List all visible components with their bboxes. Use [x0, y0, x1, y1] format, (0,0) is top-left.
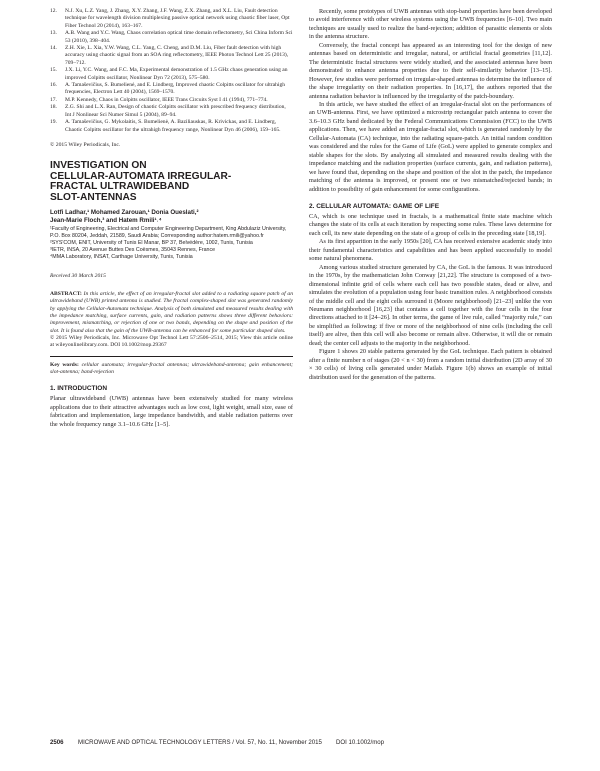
- reference-item: 19. A. Tamaševičius, G. Mykolaitis, S. Bumelienė, A. Baziliauskas, R. Krivickas, and E. Lindberg, Chaotic Colpitts oscillator for the ultrahigh frequency range, Nonlinear Dyn 46 (2006), 159–165.: [50, 119, 281, 133]
- reference-list: [50, 8, 293, 134]
- reference-item: 18. Z.G. Shi and L.X. Ran, Design of chaotic Colpitts oscillator with prescribed frequency distribution, Int J Nonlinear Sci Numer Simul 5 (2004), 89–94.: [50, 104, 286, 118]
- body-paragraph: Among various studied structure generated by CA, the GoL is the famous. It was introduced in the 1970s, by the mathematician John Conway [21,22]. The structure is composed of a two-dimensional infinite grid of cells where each cell has two possible states, dead or alive, and simulates the evolution of a population using four basic transition rules. A neighborhood consists of the middle cell and the eight cells surround it (Moore neighborhood) [21–23] unlike the von Neumann neighborhood [16,23] that contains a cell together with the four cells in the four directions attached to it [24–26]. In other terms, the game of live rule, called “majority rule,” can be simplified as following: if five or more of the neighborhood of nine cells (including the cell itself) are alive, then this cell will also become or remain alive. Otherwise, it will die or remain dead; the center cell adjusts to the majority in the neighborhood.: [309, 263, 552, 347]
- reference-item: 15. J.X. Li, Y.C. Wang, and F.C. Ma, Experimental demonstration of 1.5 GHz chaos generation using an improved Colpitts oscillator, Nonlinear Dyn 72 (2013), 575–580.: [50, 67, 288, 81]
- left-column: [50, 8, 293, 429]
- keywords-text: cellular automata; irregular-fractal antennas; ultrawideband-antenna; gain enhancement; slot-antenna; band-rejection: [50, 361, 294, 376]
- reference-item: 14. Z.H. Xie, L. Xia, Y.W. Wang, C.L. Yang, C. Cheng, and D.M. Liu, Fiber fault detection with high accuracy using chaotic signal from an SOA ring reflectometry, IEEE Photon Technol Lett 25 (2013), 709–712.: [50, 45, 289, 66]
- page-number: 2506: [50, 739, 64, 746]
- abstract-citation: © 2015 Wiley Periodicals, Inc. Microwave Opt Technol Lett 57:2506–2514, 2015; View this article online at wileyonlinelibrary.com. DOI 10.1002/mop.29367: [50, 335, 293, 349]
- author-list: Lotfi Ladhar,¹ Mohamed Zarouan,¹ Donia Oueslati,² Jean-Marie Floch,³ and Hatem Rmili¹˒⁴: [50, 209, 199, 224]
- reference-item: 16. A. Tamaševičius, S. Bumelienė, and E. Lindberg, Improved chaotic Colpitts oscillator for ultrahigh frequencies, Electron Lett 40 (2004), 1569–1570.: [50, 82, 286, 96]
- body-paragraph: In this article, we have studied the effect of an irregular-fractal slot on the performances of an UWB-antenna. First, we have optimized a microstrip rectangular patch antenna to cover the 3.6–10.3 GHz band dedicated by the Federal Communications Commission (FCC) to the UWB applications. Then, we have added an irregular-fractal slot, which is generated randomly by the Cellular-Automata (CA) technique, into the radiating square-patch. An initial random condition was considered and the rules for the Game of Life (GoL) were applied to generate complex and stable shapes for the slots. By analyzing all simulated and measured results dealing with the impedance matching and the radiation properties (surface currents, gain, and radiation patterns), we have found that, depending on the shape and position of the slot in the patch, the impedance matching of the antenna is improved, or present one or two mismatched/rejected bands; in addition to possibility of gain enhancement for some configurations.: [309, 100, 552, 193]
- reference-item: 12. N.J. Xu, L.Z. Yang, J. Zhang, X.Y. Zhang, J.F. Wang, Z.X. Zhang, and X.L. Liu, Fault detection technique for wavelength division multiplexing passive optical network using chaotic fiber laser, Opt Fiber Technol 20 (2014), 163–167.: [50, 8, 290, 29]
- divider: [50, 356, 293, 357]
- page-footer: [50, 739, 555, 746]
- section-heading-cellular-automata: 2. CELLULAR AUTOMATA: GAME OF LIFE: [309, 202, 440, 210]
- journal-name: MICROWAVE AND OPTICAL TECHNOLOGY LETTERS / Vol. 57, No. 11, November 2015: [78, 739, 322, 746]
- received-date: Received 30 March 2015: [50, 273, 106, 279]
- right-column: [309, 8, 552, 382]
- body-paragraph: Figure 1 shows 20 stable patterns generated by the GoL technique. Each pattern is obtained after a finite number n of stages (20 < n < 30) from a random initial distribution (2D array of 30 × 30 cells) of living cells generated under Matlab. Figure 1(b) shows an example of initial distribution used for the generation of the patterns.: [309, 348, 552, 381]
- affiliations: [50, 226, 293, 261]
- affiliation: ³IETR, INSA, 20 Avenue Buttes Des Coësmes, 35043 Rennes, France: [50, 247, 216, 254]
- reference-item: 17. M.P. Kennedy, Chaos in Colpitts oscillator, IEEE Trans Circuits Syst I 41 (1994), 771–774.: [50, 96, 268, 103]
- body-paragraph: Planar ultrawideband (UWB) antennas have been extensively studied for many wireless applications due to their attractive advantages such as low cost, light weight, small size, ease of fabrication and implementation, large impedance bandwidth, and stable radiation patterns over the whole frequency range 3.1–10.6 GHz [1–5].: [50, 395, 293, 428]
- keywords: [50, 362, 293, 377]
- doi: DOI 10.1002/mop: [335, 739, 385, 746]
- affiliation: ¹Faculty of Engineering, Electrical and Computer Engineering Department, King Abdulaziz University, P.O. Box 80204, Jeddah, 21589, Saudi Arabia; Corresponding author:hatem.rmili@yahoo.fr: [50, 226, 287, 240]
- section-heading-introduction: 1. INTRODUCTION: [50, 385, 108, 393]
- body-paragraph: Recently, some prototypes of UWB antennas with stop-band properties have been developed to avoid interference with other wireless systems using the UWB frequencies [6–10]. Two main techniques are usually used to realize the band-rejection; addition of parasitic elements or slots in the antenna structure.: [309, 8, 552, 41]
- body-paragraph: Conversely, the fractal concept has appeared as an interesting tool for the design of new antennas based on deterministic and irregular, natural, or artificial fractal geometries [11,12]. The deterministic fractal structures were widely studied, and the associated antennas have been demonstrated to enhance antenna properties due to their self-similarity behavior [13–15]. However, few studies were performed on irregular-shaped antennas to determine the influence of the shape irregularity on their radiation properties. In [16,17], the authors reported that the antenna radiation behavior is influenced by the irregularity of the patch-boundary.: [309, 41, 552, 100]
- article-title: INVESTIGATION ON CELLULAR-AUTOMATA IRREGULAR- FRACTAL ULTRAWIDEBAND SLOT-ANTENNAS: [50, 159, 232, 203]
- body-paragraph: As its first apparition in the early 1950s [20], CA has received extensive academic study into their fundamental characteristics and capabilities and has been applied successfully to model some natural phenomena.: [309, 238, 552, 263]
- keywords-label: Key words:: [50, 361, 79, 368]
- affiliation: ⁴MMA Laboratory, INSAT, Carthage University, Tunis, Tunisia: [50, 254, 193, 261]
- abstract-text: In this article, the effect of an irregular-fractal slot added to a radiating square patch of an ultrawideband (UWB) printed antenna is studied. The fractal complex-shaped slot was generated randomly by applying the Cellular-Automata technique. Analysis of both simulated and measured results dealing with the impedance matching, surface currents, gain, and radiation patterns shows three different behaviors: improvement, mismatching, or rejection of one or two bands, depending on the shape and position of the slot. It is found also that the gain of the UWB-antenna can be enhanced for some particular shaped slots.: [50, 291, 293, 334]
- affiliation: ²SYS'COM, ENIT, University of Tunis El Manar, BP 37, Belvédère, 1002, Tunis, Tunisia: [50, 240, 253, 247]
- abstract-label: ABSTRACT:: [50, 291, 82, 297]
- previous-article-copyright: © 2015 Wiley Periodicals, Inc.: [50, 141, 121, 148]
- body-paragraph: CA, which is one technique used in fractals, is a mathematical finite state machine which changes the state of its cells at each iteration by respecting some rules. These laws determine for each cell, its new state depending on the state of a group of cells in the preceding state [18,19].: [309, 212, 552, 237]
- reference-item: 13. A.B. Wang and Y.C. Wang, Chaos correlation optical time domain reflectometry, Sci China Inform Sci 53 (2010), 398–404.: [50, 30, 293, 44]
- abstract: [50, 291, 293, 350]
